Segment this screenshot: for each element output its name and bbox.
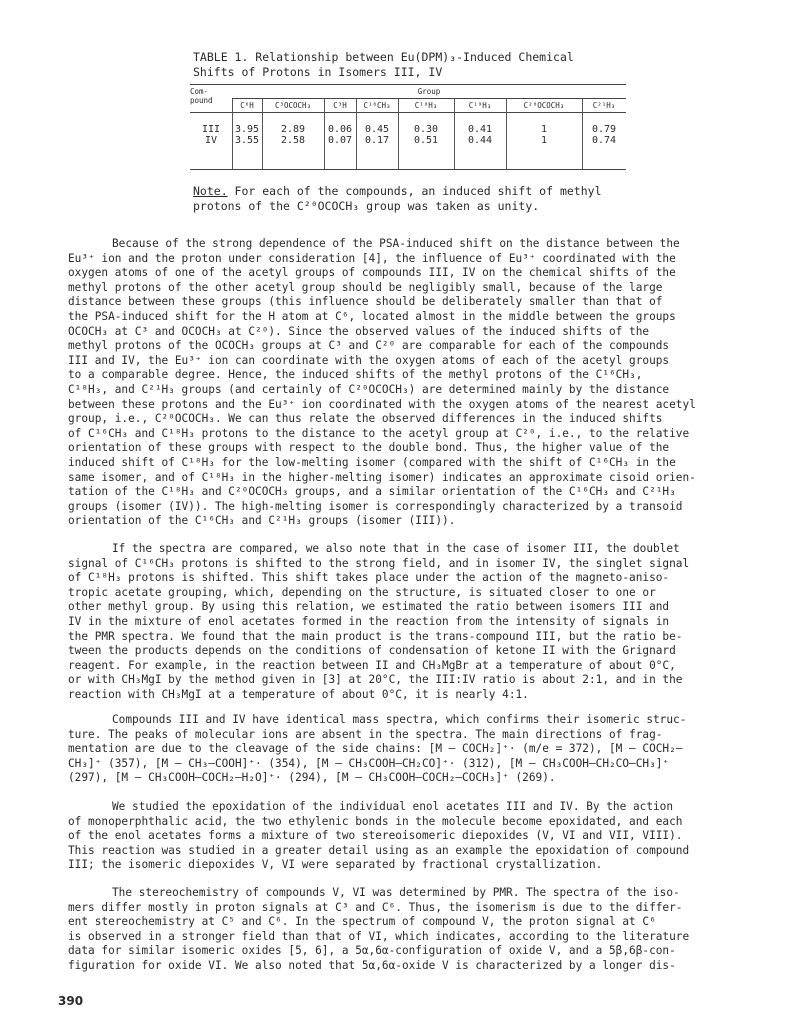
table-cell: 2.89 <box>280 124 306 135</box>
table-cell: 0.45 <box>364 124 390 135</box>
column-header: C²¹H₃ <box>592 101 616 110</box>
table-cell: 0.07 <box>327 135 353 146</box>
group-header: Group <box>417 87 441 96</box>
text-line: is observed in a stronger field than that of VI, which indicates, according to the literature <box>68 929 690 943</box>
table-cell: 1 <box>540 124 548 135</box>
note-text: For each of the compounds, an induced shift of methyl <box>227 184 602 198</box>
text-line: distance between these groups (this influence should be deliberately smaller than that of <box>68 295 663 309</box>
text-line: mentation are due to the cleavage of the side chains: [M — COCH₂]⁺· (m/e = 372), [M — COCH₂— <box>68 742 683 756</box>
text-line: Because of the strong dependence of the PSA-induced shift on the distance between the <box>112 237 680 250</box>
text-line: (297), [M — CH₃COOH—COCH₂—H₂O]⁺· (294), [M — CH₃COOH—COCH₂—COCH₃]⁺ (269). <box>68 771 556 785</box>
text-line: ent stereochemistry at C⁵ and C⁶. In the spectrum of compound V, the proton signal at C⁶ <box>68 915 656 929</box>
table-cell: 2.58 <box>280 135 306 146</box>
text-line: We studied the epoxidation of the individual enol acetates III and IV. By the action <box>112 800 674 813</box>
table-cell: 0.74 <box>591 135 617 146</box>
text-line: tween the products depends on the conditions of condensation of ketone II with the Grignard <box>68 644 676 658</box>
text-line: The stereochemistry of compounds V, VI was determined by PMR. The spectra of the iso- <box>112 886 680 899</box>
text-line: same isomer, and of C¹⁸H₃ in the higher-melting isomer) indicates an approximate cisoid orien- <box>68 470 696 484</box>
text-line: reagent. For example, in the reaction between II and CH₃MgBr at a temperature of about 0°C, <box>68 658 676 672</box>
table-note <box>193 184 653 214</box>
text-line: This reaction was studied in a greater detail using as an example the epoxidation of compound <box>68 843 690 857</box>
table-caption-line: Shifts of Protons in Isomers III, IV <box>193 65 443 79</box>
text-line: data for similar isomeric oxides [5, 6], a 5α,6α-configuration of oxide V, and a 5β,6β-con- <box>68 944 676 958</box>
text-line: or with CH₃MgI by the method given in [3] at 20°C, the III:IV ratio is about 2:1, and in the <box>68 673 683 687</box>
text-line: IV in the mixture of enol acetates formed in the reaction from the intensity of signals in <box>68 614 670 628</box>
text-line: Eu³⁺ ion and the proton under consideration [4], the influence of Eu³⁺ coordinated with the <box>68 251 676 265</box>
column-header: C¹⁹H₃ <box>468 101 492 110</box>
column-header: C³H <box>333 101 347 110</box>
text-line: OCOCH₃ at C³ and OCOCH₃ at C²⁰). Since the observed values of the induced shifts of the <box>68 324 650 338</box>
table-cell: 0.79 <box>591 124 617 135</box>
column-header: C²⁰OCOCH₃ <box>523 101 565 110</box>
text-line: methyl protons of the OCOCH₃ groups at C³ and C²⁰ are comparable for each of the compounds <box>68 339 670 353</box>
table-cell: 0.30 <box>413 124 439 135</box>
table-cell: 0.44 <box>467 135 493 146</box>
paragraph <box>68 886 732 974</box>
text-line: tropic acetate grouping, which, depending on the structure, is situated closer to one or <box>68 585 656 599</box>
data-table <box>190 84 626 170</box>
text-line: to a comparable degree. Hence, the induced shifts of the methyl protons of the C¹⁶CH₃, <box>68 368 643 382</box>
text-line: between these protons and the Eu³⁺ ion coordinated with the oxygen atoms of the nearest acetyl <box>68 397 696 411</box>
table-cell: 0.41 <box>467 124 493 135</box>
text-line: the PSA-induced shift for the H atom at C⁶, located almost in the middle between the groups <box>68 309 676 323</box>
text-line: mers differ mostly in proton signals at C³ and C⁶. Thus, the isomerism is due to the differ- <box>68 900 683 914</box>
table-cell: 0.17 <box>364 135 390 146</box>
paragraph <box>68 542 732 703</box>
compound-header: Com- <box>190 87 209 96</box>
text-line: Compounds III and IV have identical mass spectra, which confirms their isomeric struc- <box>112 713 687 726</box>
table-cell: 3.55 <box>234 135 260 146</box>
text-line: orientation of the C¹⁶CH₃ and C²¹H₃ groups (isomer (III)). <box>68 514 456 528</box>
table-cell: 0.06 <box>327 124 353 135</box>
text-line: CH₃]⁺ (357), [M — CH₃—COOH]⁺· (354), [M — CH₃COOH—CH₂CO]⁺· (312), [M — CH₃COOH—CH₂CO—CH₃]⁺ <box>68 756 670 770</box>
column-header: C⁶H <box>240 101 254 110</box>
text-line: figuration for oxide VI. We also noted that 5α,6α-oxide V is characterized by a longer dis- <box>68 958 676 972</box>
paragraph <box>68 237 732 529</box>
text-line: of the enol acetates forms a mixture of two stereoisomeric diepoxides (V, VI and VII, VIII). <box>68 829 683 843</box>
column-header: C¹⁸H₃ <box>414 101 438 110</box>
text-line: If the spectra are compared, we also note that in the case of isomer III, the doublet <box>112 542 680 555</box>
table-cell: 0.51 <box>413 135 439 146</box>
paragraph <box>68 800 732 873</box>
row-compound: III <box>201 124 221 135</box>
text-line: orientation of these groups with respect to the double bond. Thus, the higher value of the <box>68 441 670 455</box>
text-line: the PMR spectra. We found that the main product is the trans-compound III, but the ratio be- <box>68 629 683 643</box>
column-header: C³OCOCH₃ <box>274 101 312 110</box>
table-caption <box>193 50 653 80</box>
text-line: III and IV, the Eu³⁺ ion can coordinate with the oxygen atoms of each of the acetyl groups <box>68 353 670 367</box>
text-line: of C¹⁶CH₃ and C¹⁸H₃ protons to the distance to the acetyl group at C²⁰, i.e., to the relative <box>68 426 690 440</box>
text-line: III; the isomeric diepoxides V, VI were separated by fractional crystallization. <box>68 858 603 872</box>
text-line: of C¹⁸H₃ protons is shifted. This shift takes place under the action of the magneto-aniso- <box>68 571 670 585</box>
note-label: Note. <box>193 184 228 198</box>
page-number: 390 <box>58 994 84 1008</box>
compound-header: pound <box>190 96 213 105</box>
text-line: group, i.e., C²⁰OCOCH₃. We can thus relate the observed differences in the induced shifts <box>68 412 663 426</box>
table-cell: 1 <box>540 135 548 146</box>
row-compound: IV <box>204 135 218 146</box>
text-line: methyl protons of the other acetyl group should be negligibly small, because of the large <box>68 280 663 294</box>
text-line: tation of the C¹⁸H₃ and C²⁰OCOCH₃ groups, and a similar orientation of the C¹⁶CH₃ and C²¹H₃ <box>68 485 676 499</box>
table-cell: 3.95 <box>234 124 260 135</box>
text-line: of monoperphthalic acid, the two ethylenic bonds in the molecule become epoxidated, and each <box>68 814 683 828</box>
text-line: ture. The peaks of molecular ions are absent in the spectra. The main directions of frag- <box>68 727 663 741</box>
table-caption-line: TABLE 1. Relationship between Eu(DPM)₃-Induced Chemical <box>193 50 574 64</box>
column-header: C¹⁶CH₃ <box>363 101 391 110</box>
text-line: reaction with CH₃MgI at a temperature of about 0°C, it is nearly 4:1. <box>68 687 529 701</box>
text-line: induced shift of C¹⁸H₃ for the low-melting isomer (compared with the shift of C¹⁶CH₃ in the <box>68 455 676 469</box>
text-line: other methyl group. By using this relation, we estimated the ratio between isomers III and <box>68 600 670 614</box>
note-text: protons of the C²⁰OCOCH₃ group was taken as unity. <box>193 199 540 213</box>
text-line: signal of C¹⁶CH₃ protons is shifted to the strong field, and in isomer IV, the singlet signal <box>68 556 690 570</box>
text-line: oxygen atoms of one of the acetyl groups of compounds III, IV on the chemical shifts of the <box>68 266 676 280</box>
text-line: C¹⁸H₃, and C²¹H₃ groups (and certainly of C²⁰OCOCH₃) are determined mainly by the distance <box>68 382 670 396</box>
paragraph <box>68 713 732 786</box>
text-line: groups (isomer (IV)). The high-melting isomer is correspondingly characterized by a transoid <box>68 499 683 513</box>
